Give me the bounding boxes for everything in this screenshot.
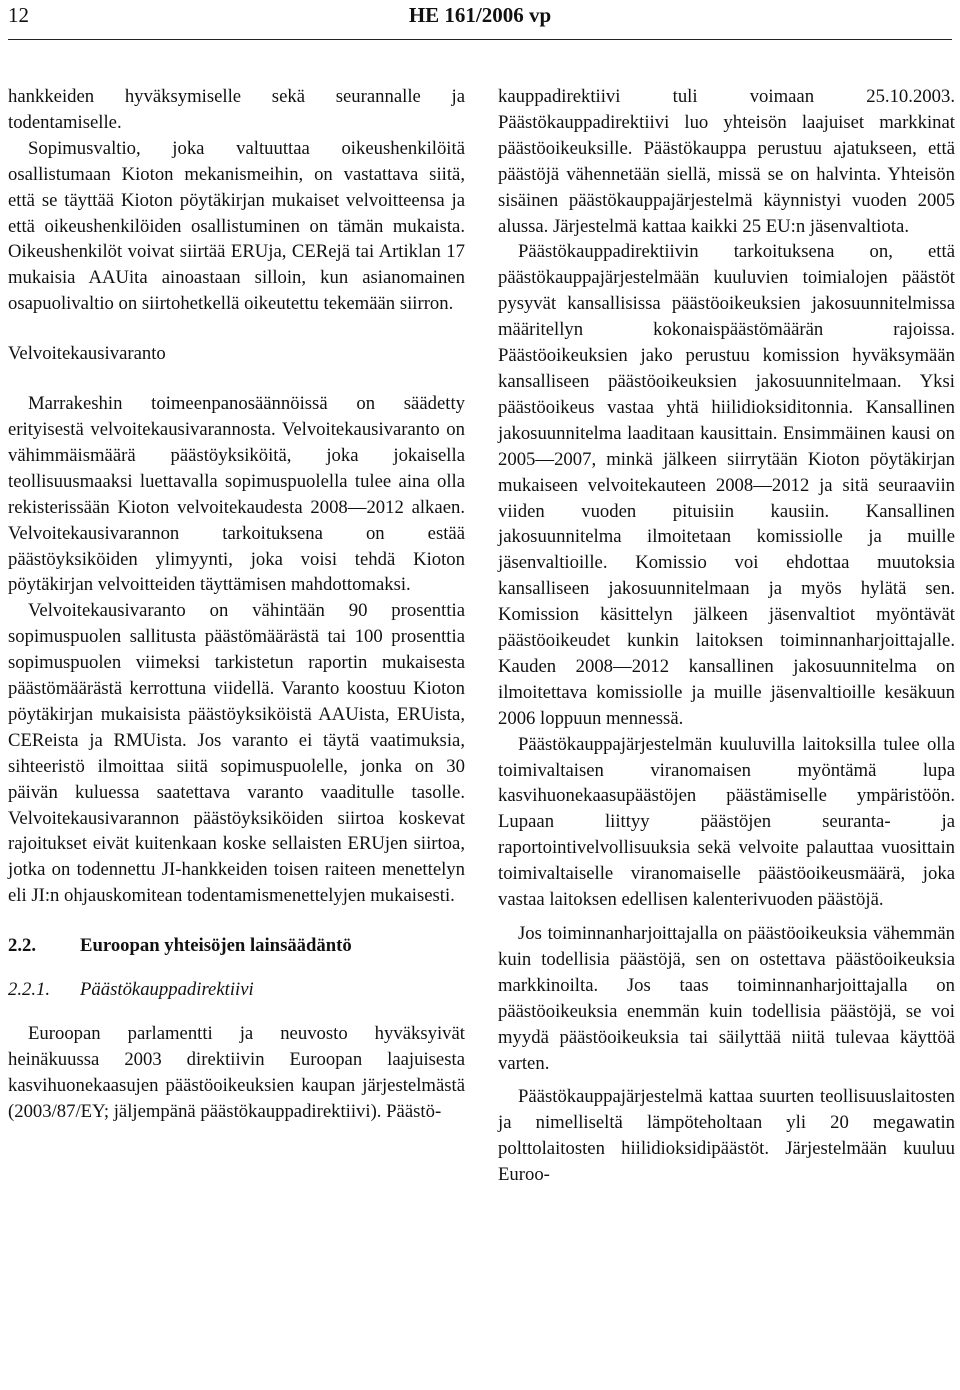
section-title: Euroopan yhteisöjen lainsäädäntö [80, 935, 352, 957]
subheading-velvoitekausivaranto: Velvoitekausivaranto [8, 343, 166, 365]
right-paragraph-5: Päästökauppajärjestelmä kattaa suurten teollisuuslaitosten ja nimelliseltä lämpöteholtaan yli 20 megawatin polttolaitosten hiilidioksidipäästöt. Järjestelmään kuuluu Euroo- [498, 1086, 955, 1186]
subsection-number: 2.2.1. [8, 979, 51, 1001]
section-heading-2-2 [8, 933, 465, 959]
header-rule [8, 39, 952, 40]
left-paragraph-1: hankkeiden hyväksymiselle sekä seurannalle ja todentamiselle. [8, 86, 465, 133]
right-paragraph-2: Päästökauppadirektiivin tarkoituksena on, että päästökauppajärjestelmään kuuluvien toimialojen päästöt pysyvät kansallisissa päästöoikeuksien jakosuunnitelmissa määritellyn kokonaispäästömäärän rajoissa. Päästöoikeuksien jako perustuu komission hyväksymään kansalliseen päästöoikeuksien jakosuunnitelmaan. Yksi päästöoikeus vastaa yhtä hiilidioksiditonnia. Kansallinen jakosuunnitelma laaditaan kausittain. Ensimmäinen kausi on 2005—2007, minkä jälkeen siirrytään Kioton pöytäkirjan mukaiseen velvoitekauteen 2008—2012 ja sitä seuraaviin viiden vuoden pituisiin kausiin. Kansallinen jakosuunnitelma ilmoitetaan komissiolle ja muille jäsenvaltioille. Komissio voi ehdottaa muutoksia kansalliseen jakosuunnitelmaan ja myös hylätä sen. Komission käsittelyn jälkeen jäsenvaltiot myöntävät päästöoikeudet kunkin laitoksen toiminnanharjoittajalle. Kauden 2008—2012 kansallinen jakosuunnitelma on ilmoitettava komissiolle ja muille jäsenvaltioille kesäkuun 2006 loppuun mennessä. [498, 241, 955, 729]
subsection-heading-2-2-1 [8, 977, 465, 1003]
left-paragraph-5: Euroopan parlamentti ja neuvosto hyväksyivät heinäkuussa 2003 direktiivin Euroopan laajuisesta kasvihuonekaasujen päästöoikeuksien kaupan järjestelmästä (2003/87/EY; jäljempänä päästökauppadirektiivi). Päästö- [8, 1023, 465, 1122]
subsection-title: Päästökauppadirektiivi [80, 979, 254, 1001]
right-paragraph-4: Jos toiminnanharjoittajalla on päästöoikeuksia vähemmän kuin todellisia päästöjä, sen on ostettava päästöoikeuksia markkinoilta. Jos taas toiminnanharjoittajalla on päästöoikeuksia enemmän kuin todellisia päästöjä, se voi myydä päästöoikeuksia tai säilyttää niitä tulevaa käyttöä varten. [498, 923, 955, 1074]
left-paragraph-3: Marrakeshin toimeenpanosäännöissä on säädetty erityisestä velvoitekausivarannosta. Velvoitekausivaranto on vähimmäismäärä päästöyksiköitä, joka jokaisella teollisuusmaaksi luettavalla sopimuspuolella tulee aina olla rekisterissään Kioton velvoitekaudesta 2008—2012 alkaen. Velvoitekausivarannon tarkoituksena on estää päästöyksiköiden ylimyynti, joka voisi tehdä Kioton pöytäkirjan velvoitteiden täyttämisen mahdottomaksi. [8, 393, 465, 596]
left-paragraph-2: Sopimusvaltio, joka valtuuttaa oikeushenkilöitä osallistumaan Kioton mekanismeihin, on vastattava siitä, että se täyttää Kioton pöytäkirjan mukaiset velvoitteensa ja että oikeushenkilöiden osallistuminen on tämän mukaista. Oikeushenkilöt voivat siirtää ERUja, CERejä tai Artiklan 17 mukaisia AAUita ainoastaan silloin, kun asianomainen osapuolivaltio on siirtohetkellä oikeutettu tekemään siirron. [8, 137, 465, 315]
left-paragraph-4: Velvoitekausivaranto on vähintään 90 prosenttia sopimuspuolen sallitusta päästömäärästä tai 100 prosenttia sopimuspuolen viimeksi tarkistetun raportin mukaisesta päästömäärästä kerrottuna viidellä. Varanto koostuu Kioton pöytäkirjan mukaisista päästöyksiköistä AAUista, ERUista, CEReista ja RMUista. Jos varanto ei täytä vaatimuksia, sihteeristö ilmoittaa siitä sopimuspuolelle, jonka on 30 päivän kuluessa saatettava varanto vaaditulle tasolle. Velvoitekausivarannon päästöyksiköiden siirtoa koskevat rajoitukset eivät kuitenkaan koske sellaisten ERUjen siirtoa, jotka on todennettu JI-hankkeiden toisen raiteen menettelyn eli JI:n ohjauskomitean todentamismenettelyjen mukaisesti. [8, 600, 465, 907]
left-column [8, 84, 465, 1125]
right-paragraph-1: kauppadirektiivi tuli voimaan 25.10.2003. Päästökauppadirektiivi luo yhteisön laajuiset markkinat päästöoikeuksille. Päästökauppa perustuu ajatukseen, että päästöjä vähennetään siellä, missä se on halvinta. Yhteisön sisäinen päästökauppajärjestelmä käynnistyi vuoden 2005 alussa. Järjestelmä kattaa kaikki 25 EU:n jäsenvaltiota. [498, 86, 955, 237]
document-id: HE 161/2006 vp [408, 3, 552, 27]
page-header [0, 0, 960, 30]
right-column [498, 84, 955, 1188]
section-number: 2.2. [8, 935, 37, 957]
page-number: 12 [8, 3, 29, 27]
right-paragraph-3: Päästökauppajärjestelmän kuuluvilla laitoksilla tulee olla toimivaltaisen viranomaisen myöntämä lupa kasvihuonekaasupäästöjen päästämiselle ympäristöön. Lupaan liittyy päästöjen seuranta- ja raportointivelvollisuuksia sekä velvoite palauttaa vuosittain toimivaltaiselle viranomaiselle päästöoikeusmäärä, joka vastaa laitoksen edellisen kalenterivuoden päästöjä. [498, 733, 955, 911]
